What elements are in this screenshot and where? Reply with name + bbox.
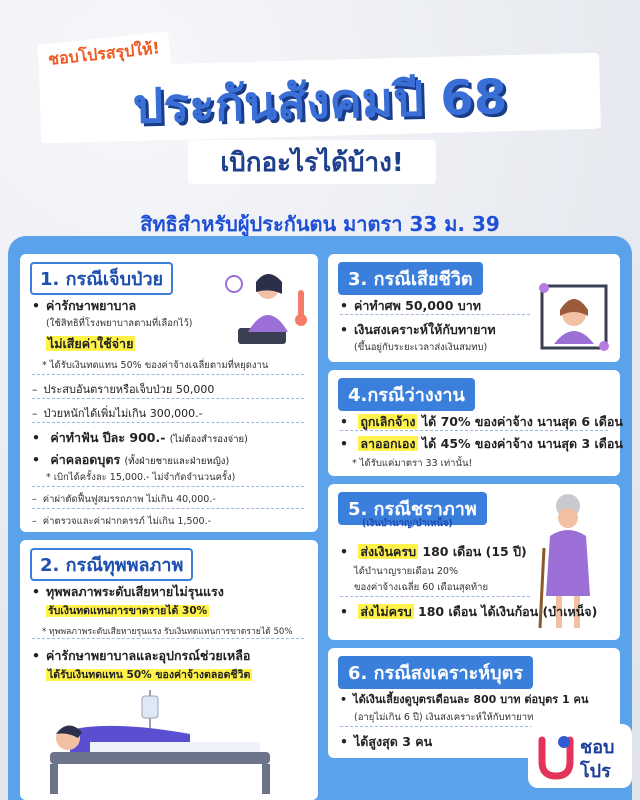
full-contribution-highlight: ส่งเงินครบ <box>360 544 417 559</box>
full-contribution-note-2: ของค่าจ้างเฉลี่ย 60 เดือนสุดท้าย <box>354 582 489 593</box>
divider <box>32 638 304 639</box>
brand-line-1: ชอบ <box>580 737 615 758</box>
welfare-item: • เงินสงเคราะห์ให้กับทายาท <box>340 320 496 340</box>
divider <box>340 314 530 315</box>
section-disability-card <box>20 540 318 800</box>
divider <box>340 430 608 431</box>
no-pay-highlight: ไม่เสียค่าใช้จ่าย <box>48 336 134 351</box>
disability-item-2-highlight: ได้รับเงินทดแทน 50% ของค่าจ้างตลอดชีวิต <box>48 669 251 681</box>
quit-highlight: ลาออกเอง <box>360 436 416 451</box>
full-contribution-note-1: ได้บำนาญรายเดือน 20% <box>354 566 458 577</box>
memorial-portrait-icon <box>536 282 612 356</box>
brand-line-2: โปร <box>580 761 611 782</box>
promo-tag: ชอบโปรสรุปให้! <box>37 31 172 78</box>
full-contribution-item: 180 เดือน (15 ปี) <box>422 544 527 559</box>
fired-item: ได้ 70% ของค่าจ้าง นานสุด 6 เดือน <box>421 414 623 429</box>
section-unemployment-card <box>328 370 623 476</box>
section-death-card <box>328 254 620 362</box>
child-allowance-item: • ได้เงินเลี้ยงดูบุตรเดือนละ 800 บาท ต่อบุตร 1 คน <box>340 690 588 708</box>
disability-item-1: • ทุพพลภาพระดับเสียหายไม่รุนแรง <box>32 582 224 602</box>
birth-item: ค่าคลอดบุตร <box>50 452 121 467</box>
birth-detail: * เบิกได้ครั้งละ 15,000.- ไม่จำกัดจำนวนครั้ง) <box>46 472 236 483</box>
checkup-item: – ค่าตรวจและค่าฝากครรภ์ ไม่เกิน 1,500.- <box>32 514 211 529</box>
partial-contribution-highlight: ส่งไม่ครบ <box>360 604 412 619</box>
brand-logo <box>528 724 632 788</box>
sick-person-icon <box>218 270 314 350</box>
section-disability-title: 2. กรณีทุพพลภาพ <box>30 548 193 581</box>
birth-note: (ทั้งฝ่ายชายและฝ่ายหญิง) <box>124 456 230 467</box>
dental-item: ค่าทำฟัน ปีละ 900.- <box>50 430 166 445</box>
divider <box>32 486 304 487</box>
disability-item-1-highlight: รับเงินทดแทนการขาดรายได้ 30% <box>48 605 208 617</box>
surgery-item: – ค่าผ่าตัดฟื้นฟูสมรรถภาพ ไม่เกิน 40,000.- <box>32 492 216 507</box>
brand-mark-icon <box>536 732 576 780</box>
main-panel <box>8 236 632 800</box>
medical-item: • ค่ารักษาพยาบาล <box>32 296 136 316</box>
dental-note: (ไม่ต้องสำรองจ่าย) <box>169 434 248 445</box>
disability-note: * ทุพพลภาพระดับเสียหายรุนแรง รับเงินทดแทนการขาดรายได้ 50% <box>42 627 293 637</box>
hospital-bed-icon <box>30 690 300 800</box>
divider <box>32 374 304 375</box>
section-illness-card <box>20 254 318 532</box>
compensation-note: * ได้รับเงินทดแทน 50% ของค่าจ้างเฉลี่ยตามที่หยุดงาน <box>42 360 269 371</box>
divider <box>32 398 304 399</box>
page-title: ประกันสังคมปี 68 <box>132 69 508 135</box>
medical-note: (ใช้สิทธิที่โรงพยาบาลตามที่เลือกไว้) <box>46 318 193 329</box>
section-retirement-card <box>328 484 620 640</box>
section-child-title: 6. กรณีสงเคราะห์บุตร <box>338 656 533 689</box>
partial-contribution-item: 180 เดือน ได้เงินก้อน (บำเหน็จ) <box>418 604 598 619</box>
divider <box>340 596 530 597</box>
fired-highlight: ถูกเลิกจ้าง <box>360 414 416 429</box>
disability-item-2: • ค่ารักษาพยาบาลและอุปกรณ์ช่วยเหลือ <box>32 646 250 666</box>
funeral-item: • ค่าทำศพ 50,000 บาท <box>340 296 481 316</box>
accident-item: – ประสบอันตรายหรือเจ็บป่วย 50,000 <box>32 380 214 398</box>
child-max-item: • ได้สูงสุด 3 คน <box>340 732 432 752</box>
divider <box>32 508 304 509</box>
section-unemployment-title: 4.กรณีว่างงาน <box>338 378 475 411</box>
rights-caption: สิทธิสำหรับผู้ประกันตน มาตรา 33 ม. 39 <box>140 212 500 236</box>
divider <box>32 422 304 423</box>
child-allowance-note: (อายุไม่เกิน 6 ปี) เงินสงเคราะห์ให้กับทายาท <box>354 712 534 723</box>
welfare-note: (ขึ้นอยู่กับระยะเวลาส่งเงินสมทบ) <box>354 342 488 353</box>
section-retirement-title: 5. กรณีชราภาพ <box>338 492 487 525</box>
page-subtitle: เบิกอะไรได้บ้าง! <box>220 147 404 178</box>
unemployment-note: * ได้รับแค่มาตรา 33 เท่านั้น! <box>352 458 473 469</box>
quit-item: ได้ 45% ของค่าจ้าง นานสุด 3 เดือน <box>421 436 623 451</box>
section-illness-title: 1. กรณีเจ็บป่วย <box>30 262 173 295</box>
serious-illness-item: – ป่วยหนักได้เพิ่มไม่เกิน 300,000.- <box>32 404 203 422</box>
section-death-title: 3. กรณีเสียชีวิต <box>338 262 483 295</box>
retirement-subtitle: (เงินบำนาญ/บำเหน็จ) <box>362 518 453 529</box>
